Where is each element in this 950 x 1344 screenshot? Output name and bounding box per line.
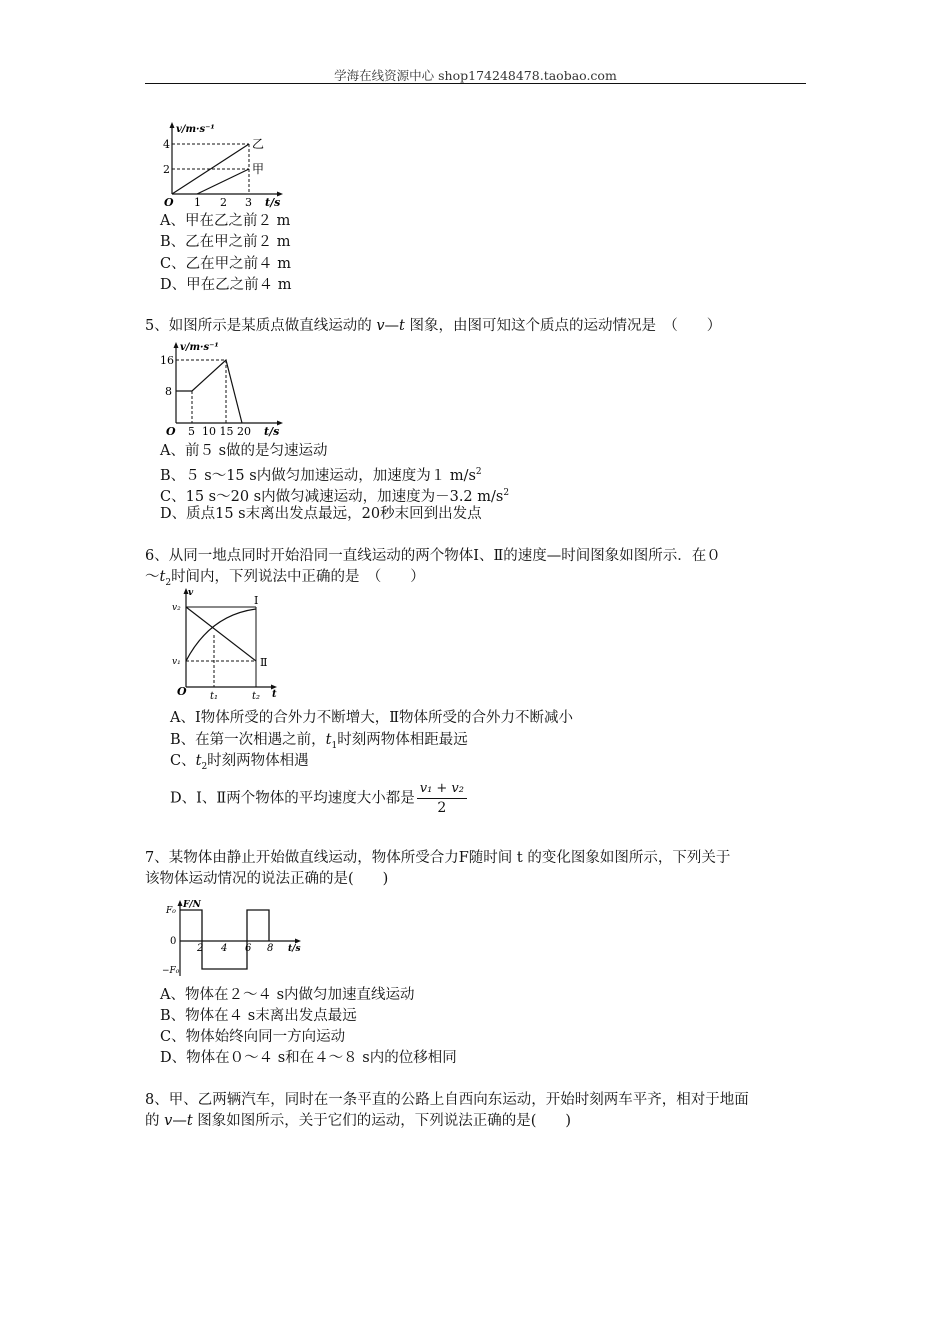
svg-text:16: 16 [160, 354, 174, 367]
svg-text:2: 2 [163, 163, 170, 176]
q8-stem-line2: 的 v—t 图象如图所示，关于它们的运动，下列说法正确的是( ) [145, 1113, 572, 1129]
svg-text:F/N: F/N [183, 900, 201, 910]
q4-option-c: C、乙在甲之前４ m [160, 256, 291, 272]
q8-stem-line1: 8、甲、乙两辆汽车，同时在一条平直的公路上自西向东运动，开始时刻两车平齐，相对于地面 [145, 1092, 749, 1108]
q6-stem-line1: 6、从同一地点同时开始沿同一直线运动的两个物体Ⅰ、Ⅱ的速度—时间图象如图所示．在０ [145, 548, 721, 564]
q6-option-d: D、Ⅰ、Ⅱ两个物体的平均速度大小都是 $\frac{\text{v₁ + v₂}}{2}$ [170, 780, 467, 817]
svg-text:v/m·s⁻¹: v/m·s⁻¹ [176, 124, 215, 135]
average-velocity-fraction: $\frac{\text{v₁ + v₂}}{2}$ [417, 780, 467, 817]
q6-option-c: C、$t_2$时刻两物体相遇 [170, 753, 309, 772]
q7-option-a: A、物体在２～４ s内做匀加速直线运动 [160, 987, 415, 1003]
svg-text:1: 1 [194, 196, 201, 209]
svg-text:乙: 乙 [252, 137, 265, 151]
svg-text:O: O [164, 196, 174, 209]
svg-text:O: O [166, 425, 176, 438]
q5-graph [160, 340, 290, 440]
q6-option-b: B、在第一次相遇之前，$t_1$时刻两物体相距最远 [170, 732, 468, 751]
q5-line [176, 360, 242, 423]
svg-text:甲: 甲 [252, 162, 265, 176]
q6-line-II [186, 607, 256, 661]
svg-text:v₂: v₂ [172, 603, 181, 613]
q5-option-b: B、５ s～15 s内做匀加速运动，加速度为１ $m/s^2$ [160, 467, 482, 484]
svg-text:t₁: t₁ [210, 691, 219, 700]
q4-option-b: B、乙在甲之前２ m [160, 234, 291, 250]
svg-text:−F₀: −F₀ [162, 966, 180, 976]
svg-text:t₂: t₂ [252, 691, 261, 700]
q7-option-d: D、物体在０～４ s和在４～８ s内的位移相同 [160, 1050, 457, 1066]
q4-option-d: D、甲在乙之前４ m [160, 277, 292, 293]
svg-text:2: 2 [220, 196, 227, 209]
q5-option-a: A、前５ s做的是匀速运动 [160, 443, 328, 459]
svg-text:5 10 15 20: 5 10 15 20 [188, 425, 251, 438]
svg-text:F₀: F₀ [166, 906, 176, 916]
svg-text:O: O [177, 685, 187, 698]
svg-text:4: 4 [221, 943, 228, 954]
svg-text:t/s: t/s [265, 196, 281, 209]
q7-graph [160, 898, 310, 980]
q7-stem-line1: 7、某物体由静止开始做直线运动，物体所受合力F随时间 t 的变化图象如图所示，下列关于 [145, 850, 731, 866]
svg-text:v: v [188, 588, 194, 598]
svg-text:t: t [272, 689, 277, 700]
svg-text:2: 2 [197, 943, 204, 954]
svg-text:8: 8 [267, 943, 274, 954]
q4-option-a: A、甲在乙之前２ m [160, 213, 291, 229]
svg-text:Ⅰ: Ⅰ [254, 594, 259, 607]
q5-option-c: C、15 s～20 s内做匀减速运动，加速度为－3.2 $m/s^2$ [160, 488, 510, 505]
q6-graph [170, 585, 285, 700]
svg-text:4: 4 [163, 138, 170, 151]
q7-option-c: C、物体始终向同一方向运动 [160, 1029, 346, 1045]
header-rule [145, 83, 806, 84]
q7-force-line [180, 910, 269, 969]
q6-stem-line2: $\sim t_2$时间内，下列说法中正确的是 （ ） [145, 569, 425, 588]
page-header: 学海在线资源中心 shop174248478.taobao.com [334, 68, 617, 83]
q7-stem-line2: 该物体运动情况的说法正确的是( ) [145, 871, 389, 887]
q5-option-d: D、质点15 s末离出发点最远，20秒末回到出发点 [160, 506, 482, 522]
q7-option-b: B、物体在４ s末离出发点最远 [160, 1008, 357, 1024]
svg-text:0: 0 [170, 936, 177, 947]
svg-text:3: 3 [245, 196, 252, 209]
q5-stem: 5、如图所示是某质点做直线运动的 v—t 图象，由图可知这个质点的运动情况是 （ ） [145, 318, 722, 334]
svg-text:t/s: t/s [264, 425, 280, 438]
q6-option-a: A、Ⅰ物体所受的合外力不断增大，Ⅱ物体所受的合外力不断减小 [170, 710, 574, 726]
svg-text:v₁: v₁ [172, 657, 181, 667]
svg-text:6: 6 [245, 943, 252, 954]
svg-text:t/s: t/s [288, 944, 301, 954]
svg-text:v/m·s⁻¹: v/m·s⁻¹ [180, 342, 219, 353]
svg-text:8: 8 [165, 385, 172, 398]
svg-text:Ⅱ: Ⅱ [260, 656, 268, 669]
q4-graph [160, 120, 290, 210]
